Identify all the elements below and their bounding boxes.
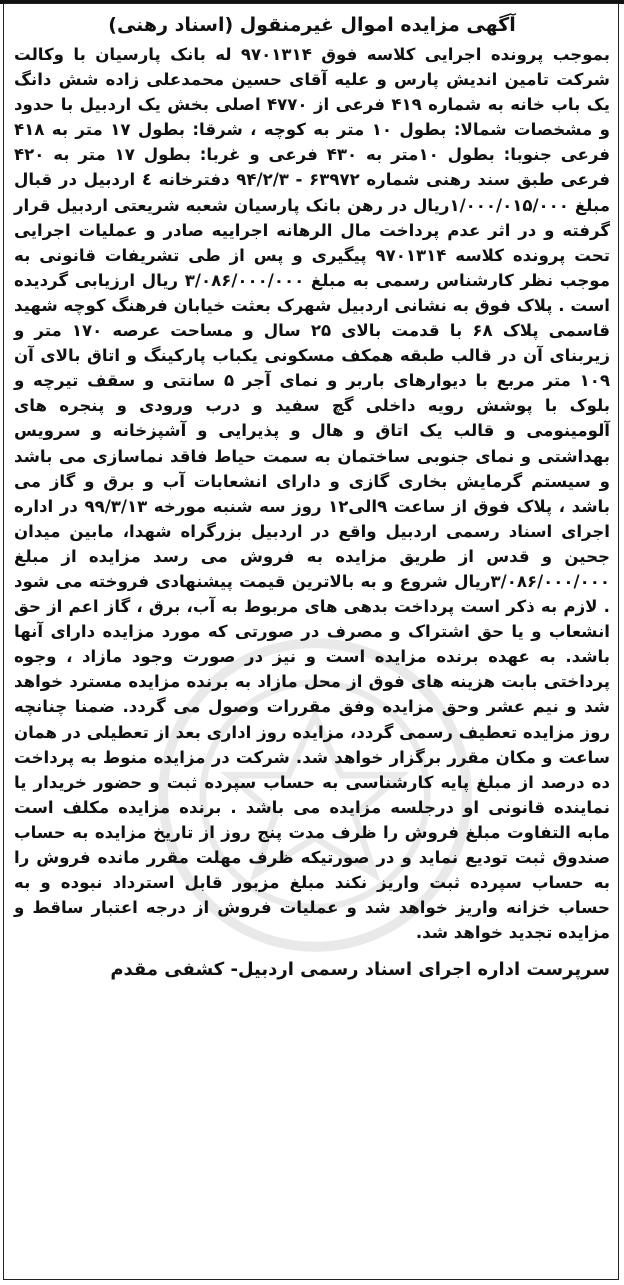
notice-title: آگهی مزایده اموال غیرمنقول (اسناد رهنی): [108, 14, 516, 36]
notice-signature: سرپرست اداره اجرای اسناد رسمی اردبیل- کشفی مقدم: [110, 959, 610, 981]
notice-body: بموجب پرونده اجرایی کلاسه فوق ۹۷۰۱۳۱۴ له بانک پارسیان با وکالت شرکت تامین اندیش پارس و علیه آقای حسین محمدعلی زاده شش دانگ یک باب خانه به شماره ۴۱۹ فرعی از ۴۷۷۰ اصلی بخش یک اردبیل با حدود و مشخصات شمالا: بطول ۱۰ متر به کوچه ، شرقا: بطول ۱۷ متر به ۴۱۸ فرعی جنوبا: بطول ۱۰متر به ۴۳۰ فرعی و غربا: بطول ۱۷ متر به ۴۲۰ فرعی طبق سند رهنی شماره ۶۳۹۷۲ - ۹۴/۲/۳ دفترخانه ٤ اردبیل در قبال مبلغ ۱/۰۰۰/۰۱۵/۰۰۰ریال در رهن بانک پارسیان شعبه شریعتی اردبیل قرار گرفته و در اثر عدم پرداخت مال الرهانه اجراییه صادر و عملیات اجرایی تحت پرونده کلاسه ۹۷۰۱۳۱۴ پیگیری و پس از طی تشریفات قانونی به موجب نظر کارشناس رسمی به مبلغ ۳/۰۸۶/۰۰۰/۰۰۰ ریال ارزیابی گردیده است . پلاک فوق به نشانی اردبیل شهرک بعثت خیابان فرهنگ کوچه شهید قاسمی پلاک ۶۸ با قدمت بالای ۲۵ سال و مساحت عرصه ۱۷۰ متر و زیربنای آن در قالب طبقه همکف مسکونی یکباب پارکینگ و اتاق بالای آن ۱۰۹ متر مربع با دیوارهای باربر و نمای آجر ۵ سانتی و سقف تیرچه و بلوک با پوشش رویه داخلی گچ سفید و درب ورودی و پنجره های آلومینومی و قالب یک اتاق و هال و پذیرایی و آشپزخانه و سرویس بهداشتی و نمای جنوبی ساختمان به سمت حیاط فاقد نماسازی می باشد و سیستم گرمایش بخاری گازی و دارای انشعابات آب و برق و گاز می باشد ، پلاک فوق از ساعت ۹الی۱۲ روز سه شنبه مورخه ۹۹/۳/۱۳ در اداره اجرای اسناد رسمی اردبیل واقع در اردبیل بزرگراه شهدا، مابین میدان جحین و قدس از طریق مزایده به فروش می رسد مزایده از مبلغ ۳/۰۸۶/۰۰۰/۰۰۰ریال شروع و به بالاترین قیمت پیشنهادی فروخته می شود . لازم به ذکر است پرداخت بدهی های مربوط به آب، برق ، گاز اعم از حق انشعاب و یا حق اشتراک و مصرف در صورتی که مورد مزایده دارای آنها باشد. به عهده برنده مزایده است و نیز در صورت وجود مازاد ، وجوه پرداختی بابت هزینه های فوق از محل مازاد به برنده مزایده مسترد خواهد شد و نیم عشر وحق مزایده وفق مقررات وصول می گردد. ضمنا چنانچه روز مزایده تعطیف رسمی گردد، مزایده روز اداری بعد از تعطیلی در همان ساعت و مکان مقرر برگزار خواهد شد. شرکت در مزایده منوط به پرداخت ده درصد از مبلغ پایه کارشناسی به حساب سپرده ثبت و حضور خریدار یا نماینده قانونی او درجلسه مزایده می باشد . برنده مزایده مکلف است مابه التفاوت مبلغ فروش را ظرف مدت پنج روز از تاریخ مزایده به حساب صندوق ثبت تودیع نماید و در صورتیکه ظرف مهلت مقرر مانده فروش را به حساب سپرده ثبت واریز نکند مبلغ مزبور قابل استرداد نبوده و به حساب خزانه واریز خواهد شد و عملیات فروش از درجه اعتبار ساقط و مزایده تجدید خواهد شد.: [14, 45, 611, 943]
auction-notice: [14, 10, 610, 985]
